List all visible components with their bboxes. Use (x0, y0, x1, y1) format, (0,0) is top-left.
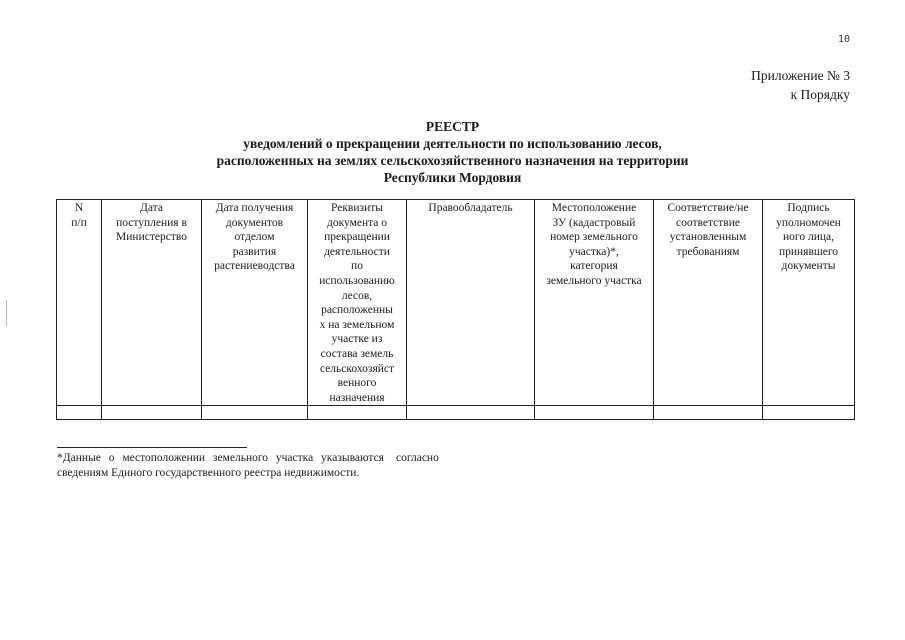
appendix-reference (751, 66, 850, 104)
column-header-line: прекращении (324, 231, 390, 244)
table-row (57, 406, 855, 420)
column-header-line: Дата получения (215, 202, 294, 214)
scan-margin-mark (6, 300, 7, 326)
column-header-line: категория (570, 260, 618, 273)
column-header-line: расположенны (321, 304, 393, 317)
column-header-line: назначения (329, 391, 385, 404)
column-header-line: растениеводства (214, 260, 295, 273)
column-header-line: Дата (140, 202, 163, 214)
title-line-3: Республики Мордовия (383, 170, 522, 185)
column-header-line: установленным (669, 231, 747, 244)
column-header-line: Правообладатель (428, 202, 513, 214)
table-cell (763, 406, 855, 420)
footnote-line-1: *Данные о местоположении земельного участка указываются (57, 452, 384, 464)
appendix-line-1: Приложение № 3 (751, 68, 850, 83)
column-header-number (57, 200, 102, 406)
column-header-line: х на земельном (319, 318, 395, 331)
registry-table (56, 199, 855, 420)
column-header-line: участке из (331, 333, 383, 346)
table-cell (308, 406, 407, 420)
column-header-line: сельскохозяйст (319, 362, 395, 375)
column-header-line: документов (225, 216, 284, 229)
table-cell (57, 406, 102, 420)
column-header-rights-holder (407, 200, 535, 406)
column-header-line: лесов, (341, 289, 373, 302)
column-header-land-plot-location (535, 200, 654, 406)
column-header-line: развития (232, 245, 277, 258)
column-header-line: земельного участка (546, 274, 642, 287)
column-header-line: поступления в (116, 216, 187, 229)
column-header-line: Подпись (787, 202, 830, 214)
column-header-compliance (654, 200, 763, 406)
column-header-line: венного (337, 377, 377, 390)
appendix-line-2: к Порядку (790, 87, 850, 102)
title-line-2: расположенных на землях сельскохозяйственного назначения на территории (216, 153, 689, 168)
table-cell (535, 406, 654, 420)
column-header-line: требованиям (676, 245, 740, 258)
table-cell (102, 406, 202, 420)
footnote-divider (57, 447, 247, 448)
column-header-line: соответствие (676, 216, 740, 229)
column-header-receipt-date (102, 200, 202, 406)
table-cell (654, 406, 763, 420)
page-number: 10 (837, 34, 850, 45)
column-header-line: N (74, 202, 84, 214)
header-row (57, 200, 855, 406)
column-header-document-details (308, 200, 407, 406)
column-header-line: номер земельного (550, 231, 638, 244)
column-header-line: п/п (71, 216, 87, 229)
column-header-line: принявшего (778, 245, 839, 258)
column-header-line: состава земель (320, 347, 394, 360)
column-header-department-receipt-date (202, 200, 308, 406)
document-title (0, 118, 905, 186)
column-header-signature (763, 200, 855, 406)
column-header-line: уполномочен (776, 216, 841, 229)
title-heading: РЕЕСТР (425, 119, 480, 134)
title-line-1: уведомлений о прекращении деятельности по использованию лесов, (243, 136, 662, 151)
table-cell (407, 406, 535, 420)
column-header-line: ЗУ (кадастровый (552, 216, 636, 229)
footnote-line-2: сведениям Единого государственного реестра недвижимости. (57, 467, 360, 479)
column-header-line: Соответствие/не (667, 202, 749, 214)
column-header-line: Министерство (116, 231, 187, 244)
column-header-line: документы (781, 260, 836, 273)
column-header-line: Реквизиты (331, 202, 383, 214)
column-header-line: участка)*, (569, 245, 619, 258)
column-header-line: использованию (319, 274, 395, 287)
footnote (57, 451, 439, 481)
column-header-line: отделом (234, 231, 275, 244)
table-cell (202, 406, 308, 420)
column-header-line: документа о (326, 216, 388, 229)
column-header-line: Местоположение (551, 202, 637, 214)
column-header-line: деятельности (324, 245, 390, 258)
column-header-line: ного лица, (783, 231, 834, 244)
column-header-line: по (351, 260, 363, 273)
footnote-line-1-end: согласно (395, 452, 439, 464)
